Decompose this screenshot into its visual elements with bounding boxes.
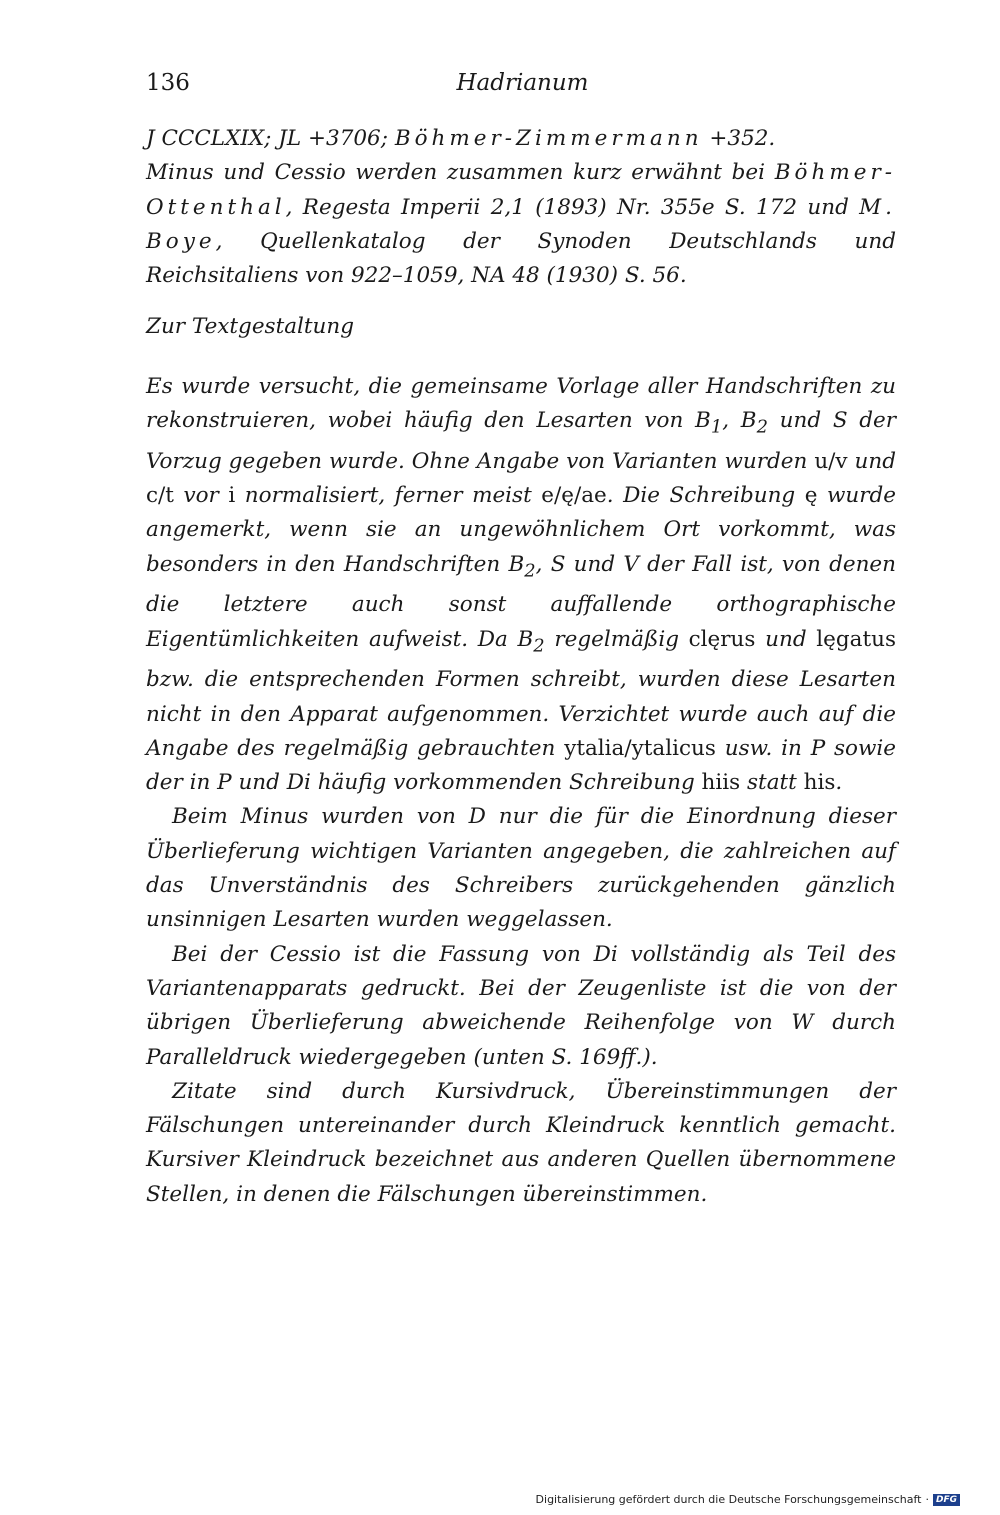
subscript: 2 — [756, 416, 768, 438]
text-run: . Die Schreibung — [606, 483, 805, 509]
subscript: 2 — [533, 634, 545, 656]
text-run: Beim Minus wurden von D nur die für die Einordnung dieser Überlieferung wichtigen Varianten angegeben, die zahlreichen auf das Unverständnis des Schreibers zurückgehenden gänzlich unsinnigen Lesarten wurden weggelassen. — [146, 804, 896, 933]
text-run: , Quellenkatalog der Synoden Deutschlands und Reichsitaliens von 922–1059, NA 48 (1930) S. 56. — [146, 228, 896, 289]
author-name: M. Boye — [146, 194, 896, 254]
upright-term: lęgatus — [816, 626, 896, 652]
paragraph — [146, 1075, 896, 1212]
text-run: normalisiert, ferner meist — [235, 483, 542, 509]
text-run: , Regesta Imperii 2,1 (1893) Nr. 355e S. 172 und — [285, 194, 860, 220]
text-run: und S der Vorzug gegeben wurde. Ohne Angabe von Varianten wurden — [146, 408, 897, 474]
text-run: wurde angemerkt, wenn sie an ungewöhnlichem Ort vorkommt, was besonders in den Handschriften B — [146, 483, 897, 577]
text-run: Bei der Cessio ist die Fassung von Di vollständig als Teil des Variantenapparats gedruckt. Bei der Zeugenliste ist die von der übrigen Überlieferung abweichende Reihenfolge von W durch Paralleldruck wiedergegeben (unten S. 169ff.). — [146, 941, 896, 1070]
subscript: 2 — [524, 560, 536, 582]
text-run: +352. — [702, 126, 776, 151]
author-name: Böhmer-Ottenthal — [146, 160, 896, 220]
running-title: Hadrianum — [456, 70, 589, 96]
footer-separator: · — [925, 1493, 929, 1506]
text-run: Zitate sind durch Kursivdruck, Übereinstimmungen der Fälschungen untereinander durch Kleindruck kenntlich gemacht. Kursiver Kleindruck bezeichnet aus anderen Quellen übernommene Stellen, in denen die Fälschungen übereinstimmen. — [146, 1078, 896, 1207]
page-number: 136 — [146, 70, 190, 96]
text-run: Minus und Cessio werden zusammen kurz erwähnt bei — [146, 160, 775, 186]
text-run: vor — [173, 483, 229, 509]
text-run: statt — [740, 770, 804, 796]
text-run: , S und V der Fall ist, von denen die letztere auch sonst auffallende orthographische Eigentümlichkeiten aufweist. Da B — [146, 551, 896, 652]
paragraph — [146, 800, 896, 937]
upright-term: ytalia/ytalicus — [564, 735, 716, 761]
upright-term: c/t — [146, 483, 174, 509]
upright-term: hiis — [701, 770, 741, 796]
footer-text: Digitalisierung gefördert durch die Deutsche Forschungsgemeinschaft — [535, 1493, 922, 1506]
text-run: und — [755, 626, 817, 652]
upright-term: clęrus — [688, 626, 756, 652]
section-heading: Zur Textgestaltung — [146, 314, 355, 339]
reference-block — [146, 122, 896, 293]
text-run: usw. in P sowie der in P und Di häufig vorkommenden Schreibung — [146, 735, 896, 796]
upright-term: i — [228, 483, 236, 509]
text-run: J CCCLXIX; JL +3706; — [146, 126, 395, 151]
digitization-footer — [536, 1493, 960, 1506]
paragraph — [146, 370, 896, 800]
upright-term: e/ę/ae — [541, 483, 607, 509]
upright-term: ę — [804, 483, 818, 509]
paragraph — [146, 938, 896, 1075]
text-run: und — [847, 448, 896, 474]
subscript: 1 — [710, 416, 723, 438]
text-run: regelmäßig — [544, 626, 689, 652]
text-run: , B — [722, 408, 757, 434]
body-text — [146, 370, 896, 1212]
text-run: bzw. die entsprechenden Formen schreibt, wurden diese Lesarten nicht in den Apparat aufgenommen. Verzichtet wurde auch auf die Angabe des regelmäßig gebrauchten — [146, 667, 896, 761]
text-run: . — [835, 770, 843, 796]
author-name: Böhmer-Zimmermann — [394, 126, 703, 151]
upright-term: u/v — [814, 448, 848, 474]
upright-term: his — [803, 770, 836, 796]
dfg-logo: DFG — [933, 1494, 960, 1506]
text-run: Es wurde versucht, die gemeinsame Vorlage aller Handschriften zu rekonstruieren, wobei häufig den Lesarten von B — [146, 374, 896, 434]
